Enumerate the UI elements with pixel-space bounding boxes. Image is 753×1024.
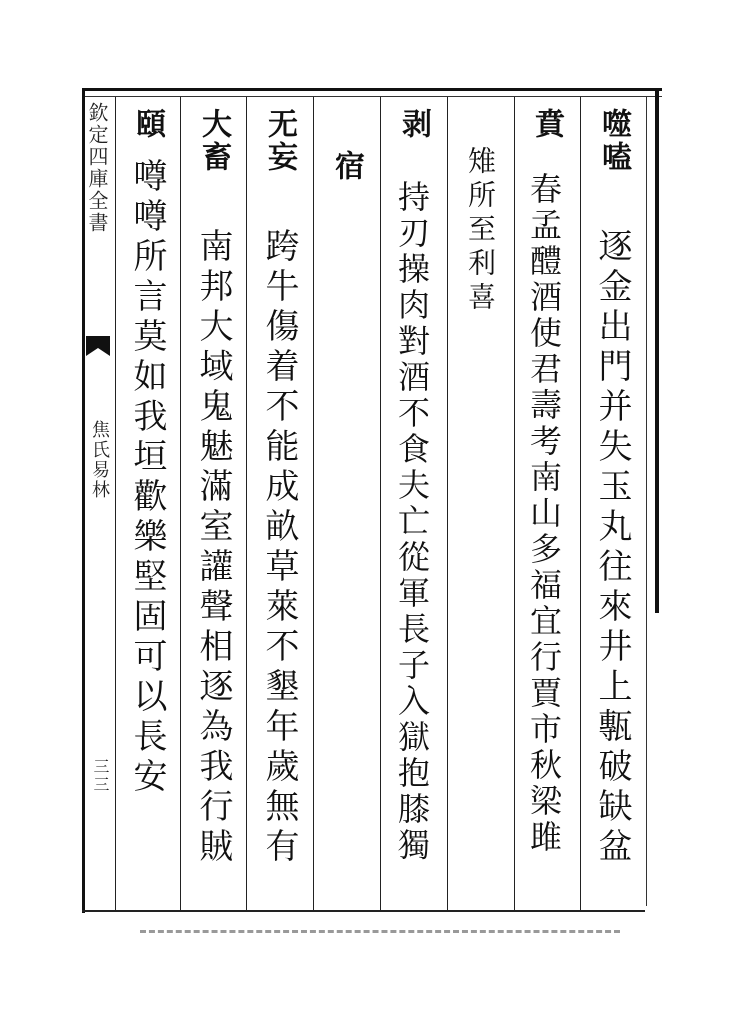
- frame-top-inner-border: [82, 96, 662, 97]
- collection-title: 欽定四庫全書: [85, 102, 109, 234]
- frame-top-border: [82, 88, 662, 91]
- column-rule: [380, 97, 381, 910]
- column-rule: [580, 97, 581, 910]
- column-rule: [313, 97, 314, 910]
- frame-right-border: [655, 88, 659, 613]
- verse-text: 南邦大域鬼魅滿室讙聲相逐為我行賊: [193, 228, 233, 868]
- hexagram-heading: 賁: [529, 108, 564, 141]
- hexagram-heading: 噬嗑: [596, 108, 631, 174]
- frame-right-inner-border: [646, 96, 647, 906]
- bottom-dashed-edge: [140, 930, 620, 933]
- hexagram-heading: 大畜: [196, 108, 231, 174]
- column-rule: [246, 97, 247, 910]
- frame-bottom-border: [82, 910, 645, 912]
- hexagram-heading: 无妄: [262, 108, 297, 174]
- column-rule: [180, 97, 181, 910]
- page-number: 三三: [91, 758, 110, 794]
- column-rule: [514, 97, 515, 910]
- book-title: 焦氏易林: [89, 420, 110, 500]
- verse-continuation: 宿: [329, 150, 364, 183]
- verse-continuation: 雉所至利喜: [464, 146, 497, 316]
- verse-text: 跨牛傷着不能成畝草萊不墾年歲無有: [259, 228, 299, 868]
- hexagram-heading: 剥: [396, 108, 431, 141]
- fishtail-mark-icon: [86, 334, 110, 358]
- column-rule: [115, 97, 116, 910]
- hexagram-heading: 頤: [130, 108, 165, 141]
- verse-text: 春孟醴酒使君壽考南山多福宜行賈市秋梁雎: [525, 172, 563, 856]
- verse-text: 噂噂所言莫如我垣歡樂堅固可以長安: [127, 158, 167, 798]
- column-rule: [447, 97, 448, 910]
- verse-text: 逐金出門并失玉丸往來井上甎破缺盆: [592, 228, 632, 868]
- verse-text: 持刃操肉對酒不食夫亡從軍長子入獄抱膝獨: [393, 180, 431, 864]
